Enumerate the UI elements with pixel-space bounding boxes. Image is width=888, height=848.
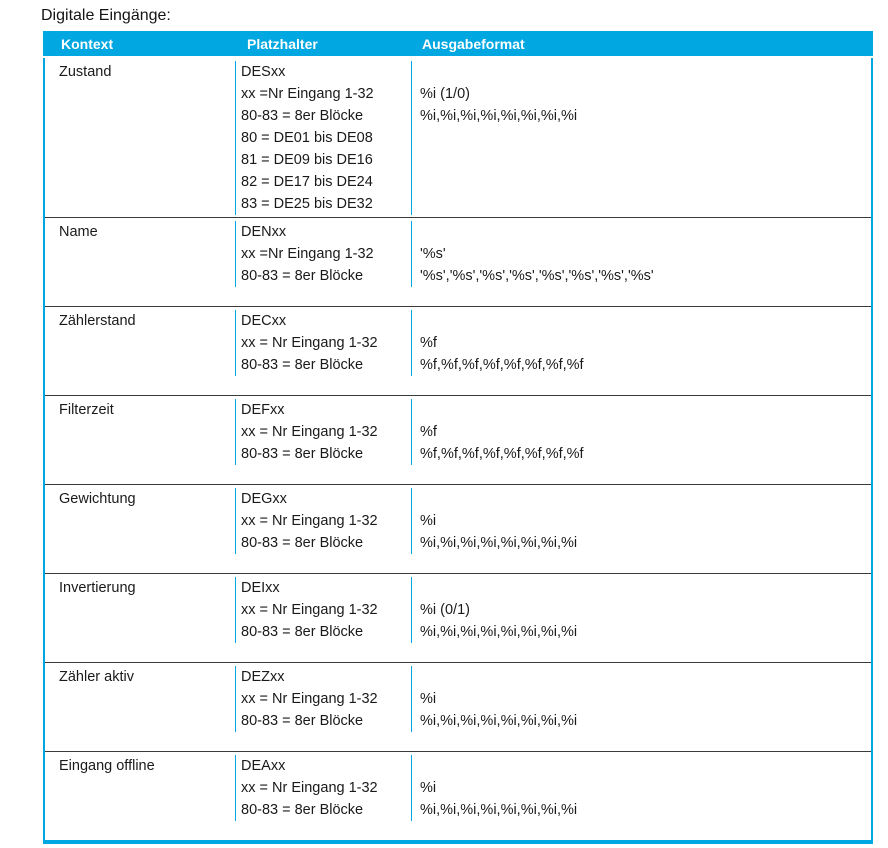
ausgabeformat-line: %i (0/1) xyxy=(420,602,470,618)
platzhalter-line: xx = Nr Eingang 1-32 xyxy=(241,602,378,618)
platzhalter-line: DEAxx xyxy=(241,758,286,774)
platzhalter-line: 80-83 = 8er Blöcke xyxy=(241,108,364,124)
platzhalter-line: 80-83 = 8er Blöcke xyxy=(241,802,364,818)
ausgabeformat-line xyxy=(420,577,871,599)
platzhalter-line: xx = Nr Eingang 1-32 xyxy=(241,424,378,440)
kontext-text: Zähler aktiv xyxy=(59,669,134,685)
ausgabeformat-line: %i,%i,%i,%i,%i,%i,%i,%i xyxy=(420,624,578,640)
platzhalter-cell xyxy=(236,666,412,732)
platzhalter-cell xyxy=(236,310,412,376)
platzhalter-line: xx = Nr Eingang 1-32 xyxy=(241,691,378,707)
digital-inputs-table xyxy=(43,31,873,844)
ausgabeformat-cell xyxy=(412,488,871,554)
table-row xyxy=(45,752,871,840)
kontext-cell xyxy=(45,755,236,821)
kontext-text: Zustand xyxy=(59,64,112,80)
ausgabeformat-line: %f xyxy=(420,335,437,351)
ausgabeformat-line: '%s' xyxy=(420,246,446,262)
platzhalter-line: 80-83 = 8er Blöcke xyxy=(241,268,364,284)
kontext-text: Invertierung xyxy=(59,580,136,596)
platzhalter-line: DEIxx xyxy=(241,580,280,596)
kontext-cell xyxy=(45,221,236,287)
ausgabeformat-line: %i,%i,%i,%i,%i,%i,%i,%i xyxy=(420,108,578,124)
table-header-row xyxy=(43,31,873,56)
ausgabeformat-line xyxy=(420,488,871,510)
table-row xyxy=(45,307,871,396)
ausgabeformat-cell xyxy=(412,399,871,465)
platzhalter-line: xx =Nr Eingang 1-32 xyxy=(241,86,374,102)
kontext-cell xyxy=(45,310,236,376)
platzhalter-line: DESxx xyxy=(241,64,286,80)
platzhalter-line: 80-83 = 8er Blöcke xyxy=(241,535,364,551)
kontext-text: Zählerstand xyxy=(59,313,136,329)
ausgabeformat-line xyxy=(420,666,871,688)
platzhalter-cell xyxy=(236,221,412,287)
ausgabeformat-line: %i,%i,%i,%i,%i,%i,%i,%i xyxy=(420,713,578,729)
platzhalter-cell xyxy=(236,399,412,465)
table-row xyxy=(45,396,871,485)
kontext-cell xyxy=(45,577,236,643)
table-row xyxy=(45,574,871,663)
table-row xyxy=(45,485,871,574)
ausgabeformat-line: %i xyxy=(420,691,437,707)
kontext-cell xyxy=(45,399,236,465)
ausgabeformat-line xyxy=(420,755,871,777)
platzhalter-line: DEZxx xyxy=(241,669,285,685)
ausgabeformat-line xyxy=(420,61,871,83)
kontext-text: Eingang offline xyxy=(59,758,155,774)
platzhalter-cell xyxy=(236,488,412,554)
platzhalter-line: 80-83 = 8er Blöcke xyxy=(241,446,364,462)
kontext-cell xyxy=(45,488,236,554)
platzhalter-line: 80-83 = 8er Blöcke xyxy=(241,357,364,373)
ausgabeformat-line: %i (1/0) xyxy=(420,86,470,102)
ausgabeformat-line: '%s','%s','%s','%s','%s','%s','%s','%s' xyxy=(420,268,654,284)
ausgabeformat-line: %i,%i,%i,%i,%i,%i,%i,%i xyxy=(420,802,578,818)
column-header-ausgabeformat: Ausgabeformat xyxy=(422,35,525,52)
kontext-text: Gewichtung xyxy=(59,491,136,507)
ausgabeformat-line: %i xyxy=(420,513,437,529)
ausgabeformat-line xyxy=(420,221,871,243)
ausgabeformat-cell xyxy=(412,666,871,732)
ausgabeformat-line: %f,%f,%f,%f,%f,%f,%f,%f xyxy=(420,357,584,373)
kontext-cell xyxy=(45,61,236,215)
ausgabeformat-line xyxy=(420,399,871,421)
platzhalter-cell xyxy=(236,577,412,643)
platzhalter-line: DECxx xyxy=(241,313,287,329)
ausgabeformat-cell xyxy=(412,577,871,643)
ausgabeformat-line: %f xyxy=(420,424,437,440)
ausgabeformat-line xyxy=(420,310,871,332)
platzhalter-line: 82 = DE17 bis DE24 xyxy=(241,174,373,190)
column-header-platzhalter: Platzhalter xyxy=(247,35,318,52)
ausgabeformat-line: %i,%i,%i,%i,%i,%i,%i,%i xyxy=(420,535,578,551)
platzhalter-line: xx =Nr Eingang 1-32 xyxy=(241,246,374,262)
column-header-kontext: Kontext xyxy=(61,35,114,52)
ausgabeformat-cell xyxy=(412,61,871,215)
ausgabeformat-cell xyxy=(412,221,871,287)
table-row xyxy=(45,218,871,307)
table-bottom-bar xyxy=(43,840,873,844)
platzhalter-line: DEFxx xyxy=(241,402,285,418)
platzhalter-line: xx = Nr Eingang 1-32 xyxy=(241,513,378,529)
ausgabeformat-line: %f,%f,%f,%f,%f,%f,%f,%f xyxy=(420,446,584,462)
ausgabeformat-cell xyxy=(412,310,871,376)
ausgabeformat-cell xyxy=(412,755,871,821)
platzhalter-line: 80 = DE01 bis DE08 xyxy=(241,130,373,146)
table-body xyxy=(43,58,873,840)
table-row xyxy=(45,58,871,218)
platzhalter-cell xyxy=(236,755,412,821)
platzhalter-line: 80-83 = 8er Blöcke xyxy=(241,624,364,640)
ausgabeformat-line: %i xyxy=(420,780,437,796)
platzhalter-line: xx = Nr Eingang 1-32 xyxy=(241,780,378,796)
kontext-text: Filterzeit xyxy=(59,402,114,418)
kontext-cell xyxy=(45,666,236,732)
platzhalter-line: 81 = DE09 bis DE16 xyxy=(241,152,373,168)
kontext-text: Name xyxy=(59,224,98,240)
platzhalter-line: xx = Nr Eingang 1-32 xyxy=(241,335,378,351)
platzhalter-line: 83 = DE25 bis DE32 xyxy=(241,196,373,212)
platzhalter-line: DENxx xyxy=(241,224,287,240)
platzhalter-line: 80-83 = 8er Blöcke xyxy=(241,713,364,729)
platzhalter-line: DEGxx xyxy=(241,491,287,507)
platzhalter-cell xyxy=(236,61,412,215)
table-row xyxy=(45,663,871,752)
page-title: Digitale Eingänge: xyxy=(41,7,171,24)
